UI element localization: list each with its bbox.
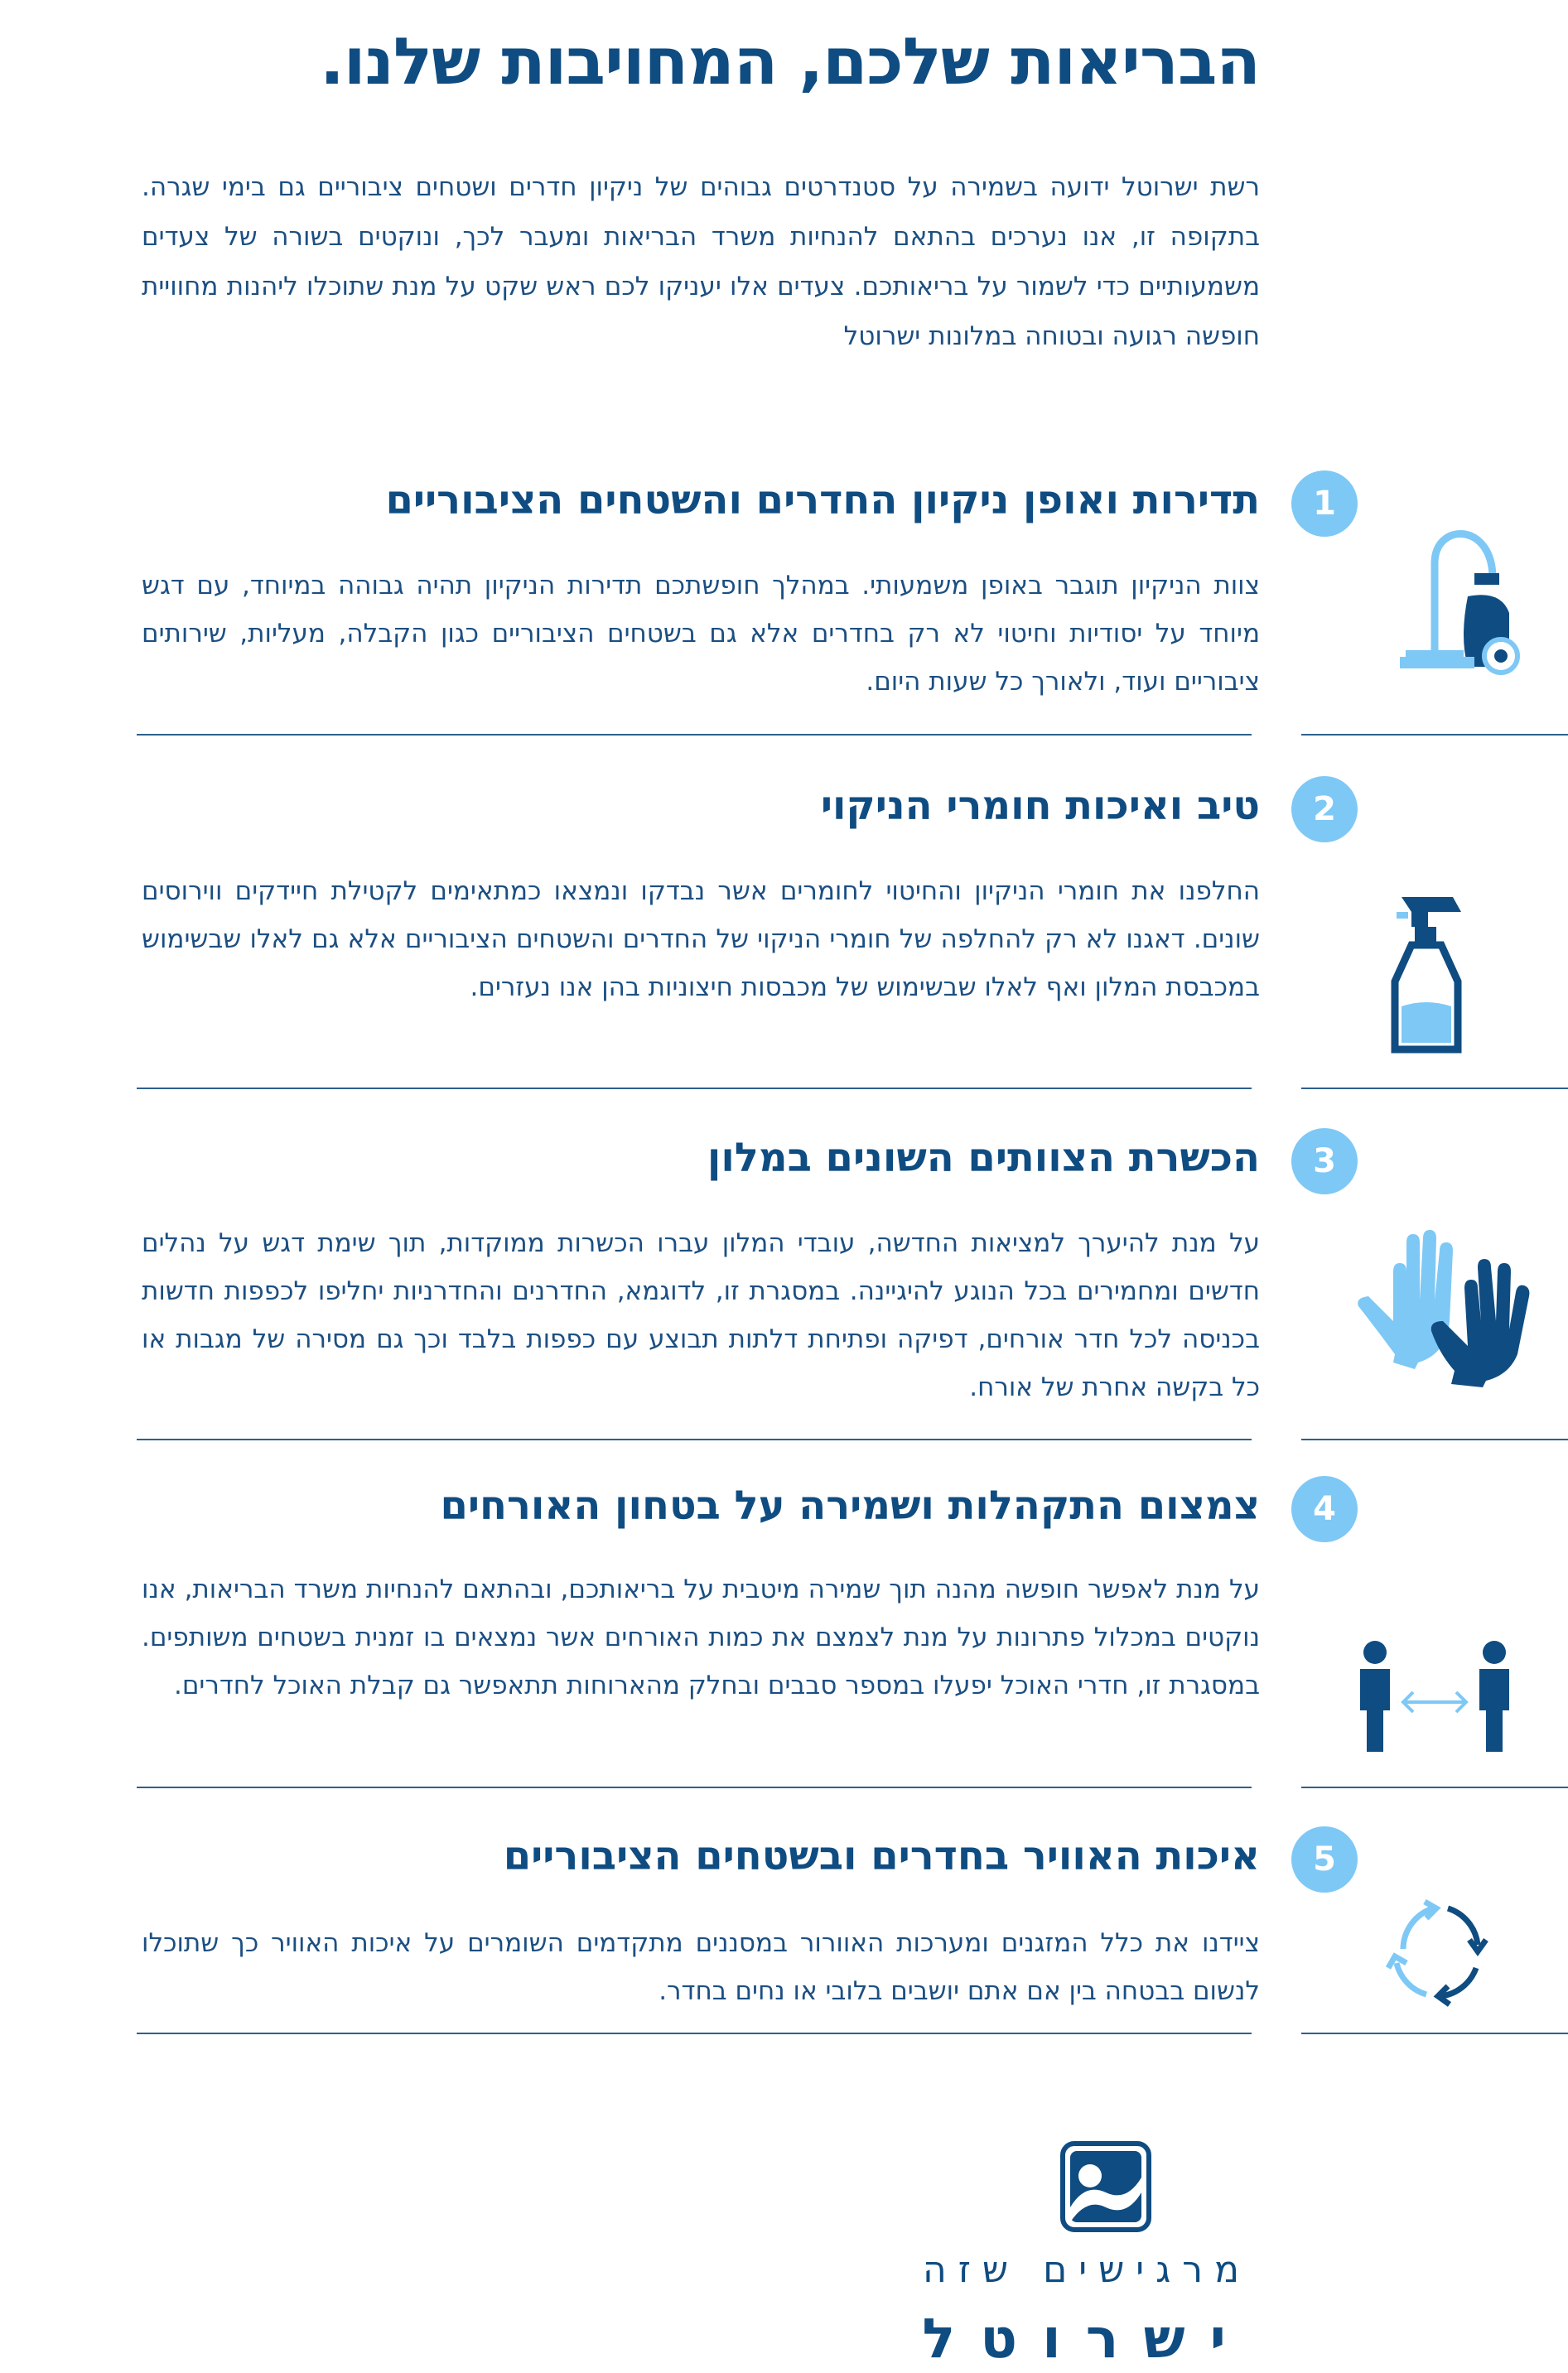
section-title: צמצום התקהלות ושמירה על בטחון האורחים [440, 1483, 1260, 1529]
section-crowd-reduction [142, 1476, 1336, 1710]
section-body: ציידנו את כלל המזגנים ומערכות האוורור במסננים מתקדמים השומרים על איכות האוויר כך שתוכלו לנשום בבטחה בין אם אתם יושבים בלובי או נחים בחדר. [142, 1928, 1260, 2006]
isrotel-logo-icon [1060, 2141, 1151, 2232]
vacuum-cleaner-icon [1335, 514, 1534, 679]
air-circulation-icon [1335, 1870, 1534, 2036]
section-header [142, 1128, 1336, 1203]
section-header [142, 776, 1336, 851]
section-title: טיב ואיכות חומרי הניקוי [820, 783, 1260, 829]
section-header [142, 470, 1336, 545]
section-divider [137, 1088, 1252, 1089]
section-body: החלפנו את חומרי הניקיון והחיטוי לחומרים אשר נבדקו ונמצאו כמתאימים לקטילת חיידקים ווירוסים שונים. דאגנו לא רק להחלפה של חומרי הניקוי של החדרים והשטחים הציבוריים אלא גם לאלו שבשימוש במכבסת המלון ואף לאלו שבשימוש של מכבסות חיצוניות בהן אנו נעזרים. [142, 876, 1260, 1002]
section-body: על מנת לאפשר חופשה מהנה תוך שמירה מיטבית על בריאותכם, ובהתאם להנחיות משרד הבריאות, אנו נוקטים במכלול פתרונות על מנת לצמצם את כמות האורחים אשר נמצאים בו זמנית בשטחים משותפים. במסגרת זו, חדרי האוכל יפעלו במספר סבבים ובחלק מהארוחות תתאפשר גם קבלת האוכל לחדרים. [142, 1575, 1260, 1700]
section-divider [137, 1787, 1252, 1788]
section-title: הכשרת הצוותים השונים במלון [707, 1135, 1260, 1181]
gloves-icon [1335, 1222, 1534, 1387]
section-staff-training [142, 1128, 1336, 1411]
spray-bottle-icon [1335, 890, 1534, 1056]
section-cleaning-materials [142, 776, 1336, 1011]
section-divider [137, 1439, 1252, 1440]
social-distance-icon [1335, 1619, 1534, 1785]
section-cleaning-frequency [142, 470, 1336, 706]
section-body: צוות הניקיון תוגבר באופן משמעותי. במהלך חופשתכם תדירות הניקיון תהיה גבוהה במיוחד, עם דגש מיוחד על יסודיות וחיטוי לא רק בחדרים אלא גם בשטחים הציבוריים כגון הקבלה, מעליות, שירותים ציבוריים ועוד, ולאורך כל שעות היום. [142, 571, 1260, 697]
intro-paragraph: רשת ישרוטל ידועה בשמירה על סטנדרטים גבוהים של ניקיון חדרים ושטחים ציבוריים גם בימי שגרה. בתקופה זו, אנו נערכים בהתאם להנחיות משרד הבריאות ומעבר לכך, ונוקטים בשורה של צעדים משמעותיים כדי לשמור על בריאותכם. צעדים אלו יעניקו לכם ראש שקט על מנת שתוכלו ליהנות מחוויית חופשה רגועה ובטוחה במלונות ישרוטל [142, 172, 1260, 351]
section-body: על מנת להיערך למציאות החדשה, עובדי המלון עברו הכשרות ממוקדות, תוך שימת דגש על נהלים חדשים ומחמירים בכל הנוגע להיגיינה. במסגרת זו, לדוגמא, החדרנים והחדרניות יחליפו לכפפות חדשות בכניסה לכל חדר אורחים, דפיקה ופתיחת דלתות תבוצע עם כפפות בלבד וכך גם מסירה של מגבות או כל בקשה אחרת של אורח. [142, 1228, 1260, 1402]
section-number-badge: 2 [1291, 776, 1358, 842]
section-air-quality [142, 1826, 1336, 2015]
icon-divider [1301, 734, 1568, 736]
section-number-badge: 3 [1291, 1128, 1358, 1194]
section-header [142, 1476, 1336, 1551]
section-number-badge: 1 [1291, 470, 1358, 537]
section-title: תדירות ואופן ניקיון החדרים והשטחים הציבוריים [385, 477, 1260, 523]
logo-tagline: מרגישים שזה [922, 2249, 1251, 2291]
section-divider [137, 2033, 1252, 2034]
section-number-badge: 5 [1291, 1826, 1358, 1893]
section-header [142, 1826, 1336, 1901]
page-title: הבריאות שלכם, המחויבות שלנו. [320, 25, 1260, 99]
section-title: איכות האוויר בחדרים ובשטחים הציבוריים [503, 1833, 1260, 1879]
icon-divider [1301, 1787, 1568, 1788]
logo-name: ישרוטל [922, 2307, 1251, 2371]
isrotel-logo [922, 2141, 1251, 2373]
section-number-badge: 4 [1291, 1476, 1358, 1542]
icon-divider [1301, 1088, 1568, 1089]
icon-divider [1301, 2033, 1568, 2034]
icon-divider [1301, 1439, 1568, 1440]
section-divider [137, 734, 1252, 736]
